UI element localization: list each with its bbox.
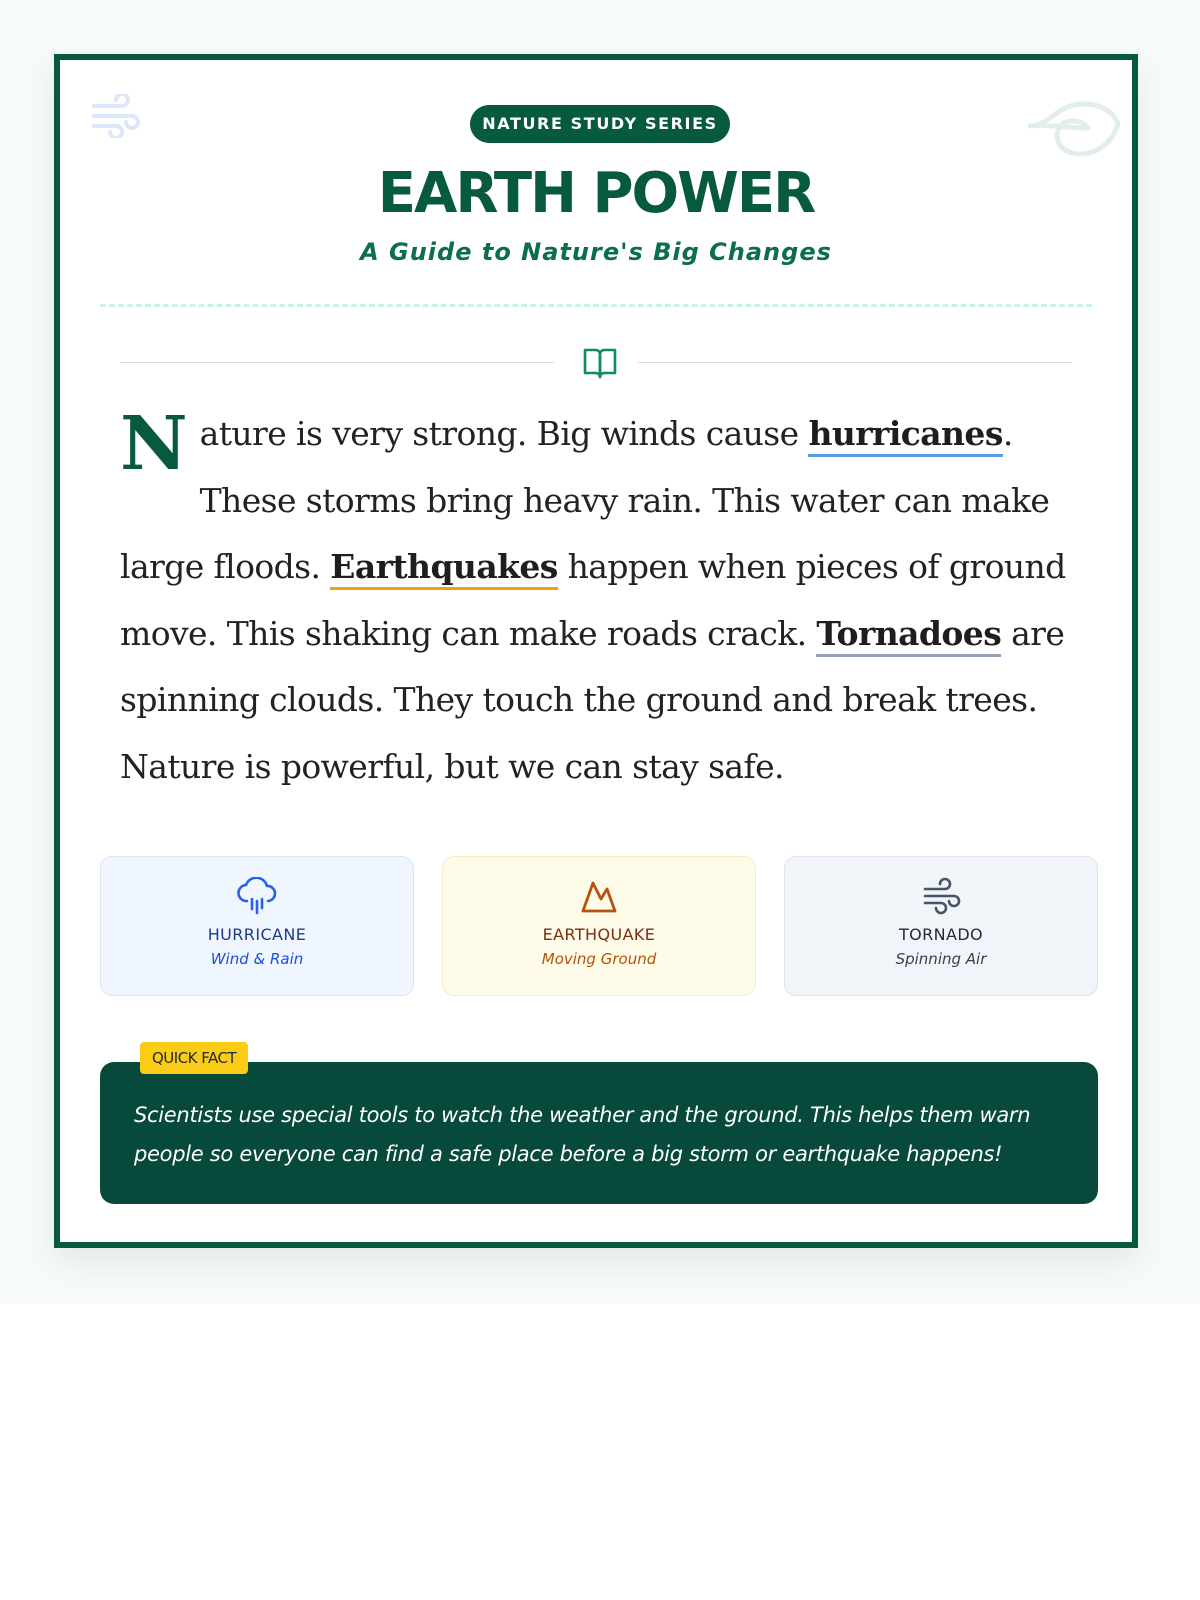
drop-cap: N xyxy=(120,401,188,487)
series-badge: NATURE STUDY SERIES xyxy=(470,105,730,143)
reading-passage xyxy=(120,401,1084,800)
dashed-divider xyxy=(100,304,1092,307)
worksheet-card xyxy=(54,54,1138,1248)
quick-fact-badge: QUICK FACT xyxy=(140,1042,248,1074)
keyword-tornadoes: Tornadoes xyxy=(816,614,1001,657)
page-title: EARTH POWER xyxy=(377,161,815,226)
divider-line-right xyxy=(638,362,1072,363)
cloud-rain-icon xyxy=(237,877,277,915)
leaf-icon xyxy=(1028,98,1122,160)
tile-subtitle: Moving Ground xyxy=(541,950,657,968)
page-subtitle: A Guide to Nature's Big Changes xyxy=(360,238,832,266)
section-divider xyxy=(120,346,1072,380)
passage-text: are spinning clouds. They touch the ground and break trees. Nature is powerful, but we can stay safe. xyxy=(120,613,1065,786)
passage-text: happen when pieces of ground move. This shaking can make roads crack. xyxy=(120,547,1066,653)
mountain-icon xyxy=(579,877,619,915)
hurricane-card xyxy=(100,856,414,996)
keyword-earthquakes: Earthquakes xyxy=(330,547,557,590)
book-icon xyxy=(572,346,628,380)
earthquake-card xyxy=(442,856,756,996)
tile-name: HURRICANE xyxy=(207,925,307,944)
tornado-card xyxy=(784,856,1098,996)
passage-text: . These storms bring heavy rain. This water can make large floods. xyxy=(120,414,1050,586)
wind-icon xyxy=(90,94,142,138)
wind-icon xyxy=(921,877,961,915)
passage-text: ature is very strong. Big winds cause xyxy=(199,414,809,453)
tile-name: TORNADO xyxy=(898,925,984,944)
tile-name: EARTHQUAKE xyxy=(542,925,656,944)
tile-subtitle: Wind & Rain xyxy=(210,950,304,968)
tile-subtitle: Spinning Air xyxy=(895,950,987,968)
quick-fact-box xyxy=(100,1062,1098,1204)
keyword-hurricanes: hurricanes xyxy=(808,414,1002,457)
quick-fact-text: Scientists use special tools to watch the weather and the ground. This helps them warn people so everyone can find a safe place before a big storm or earthquake happens! xyxy=(134,1103,1031,1166)
divider-line-left xyxy=(120,362,554,363)
